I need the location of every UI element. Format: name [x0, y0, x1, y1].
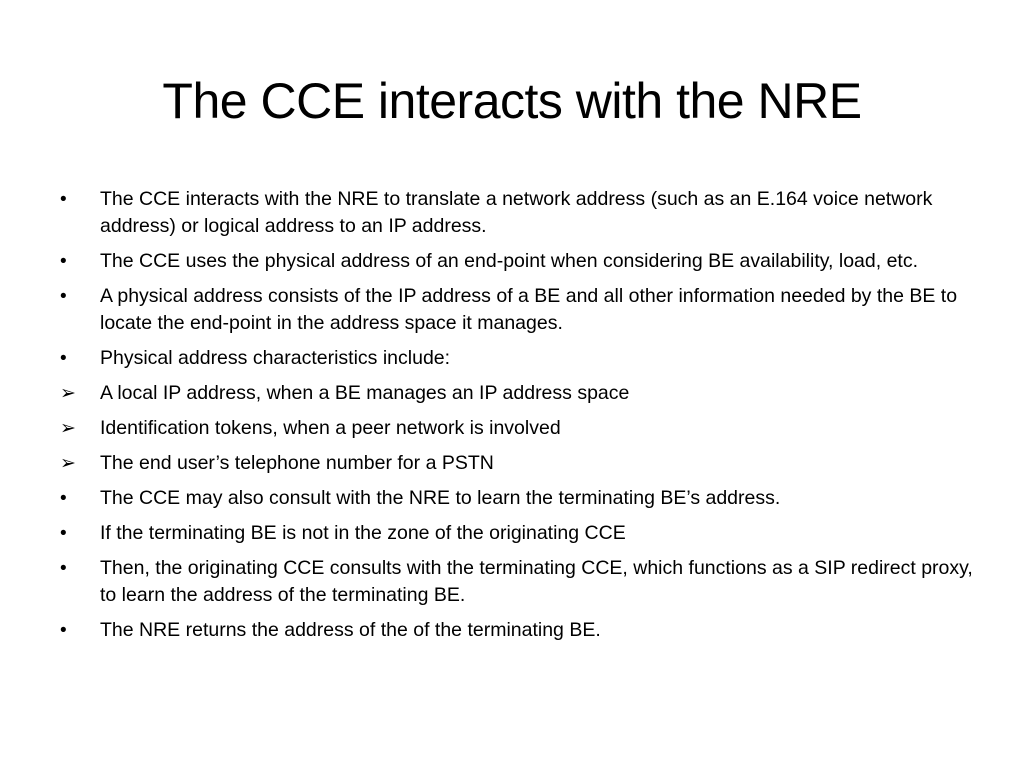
- bullet-item: [58, 380, 978, 407]
- bullet-item: [58, 555, 978, 609]
- arrow-bullet-icon: ➢: [60, 383, 76, 404]
- bullet-text: The CCE interacts with the NRE to translate a network address (such as an E.164 voice network address) or logical address to an IP address.: [100, 188, 933, 237]
- dot-bullet-icon: •: [60, 348, 67, 369]
- bullet-text: The end user’s telephone number for a PSTN: [100, 452, 494, 474]
- bullet-item: [58, 617, 978, 644]
- dot-bullet-icon: •: [60, 620, 67, 641]
- bullet-text: Identification tokens, when a peer network is involved: [100, 417, 561, 439]
- bullet-item: [58, 415, 978, 442]
- bullet-item: [58, 283, 978, 337]
- bullet-item: [58, 248, 978, 275]
- dot-bullet-icon: •: [60, 251, 67, 272]
- dot-bullet-icon: •: [60, 189, 67, 210]
- bullet-text: The CCE uses the physical address of an end-point when considering BE availability, load, etc.: [100, 250, 919, 272]
- bullet-text: The NRE returns the address of the of the terminating BE.: [100, 619, 601, 641]
- bullet-item: [58, 520, 978, 547]
- bullet-item: [58, 345, 978, 372]
- bullet-item: [58, 485, 978, 512]
- bullet-text: The CCE may also consult with the NRE to learn the terminating BE’s address.: [100, 487, 781, 509]
- bullet-item: [58, 186, 978, 240]
- bullet-item: [58, 450, 978, 477]
- bullet-text: Then, the originating CCE consults with the terminating CCE, which functions as a SIP redirect proxy, to learn the address of the terminating BE.: [100, 557, 973, 606]
- slide-title: The CCE interacts with the NRE: [162, 73, 862, 129]
- bullet-text: If the terminating BE is not in the zone of the originating CCE: [100, 522, 626, 544]
- dot-bullet-icon: •: [60, 523, 67, 544]
- dot-bullet-icon: •: [60, 558, 67, 579]
- arrow-bullet-icon: ➢: [60, 453, 76, 474]
- dot-bullet-icon: •: [60, 286, 67, 307]
- bullet-text: Physical address characteristics include:: [100, 347, 451, 369]
- bullet-text: A physical address consists of the IP address of a BE and all other information needed by the BE to locate the end-point in the address space it manages.: [100, 285, 958, 334]
- dot-bullet-icon: •: [60, 488, 67, 509]
- bullet-list: [58, 186, 978, 652]
- bullet-text: A local IP address, when a BE manages an IP address space: [100, 382, 630, 404]
- arrow-bullet-icon: ➢: [60, 418, 76, 439]
